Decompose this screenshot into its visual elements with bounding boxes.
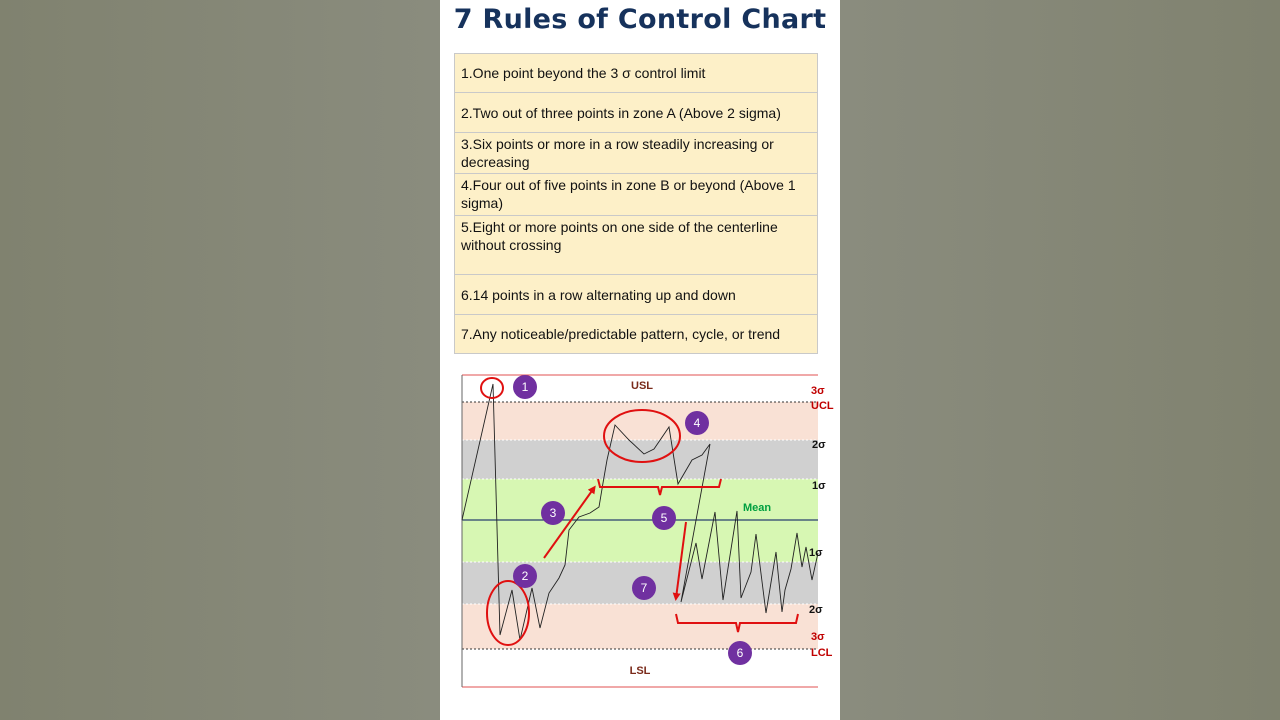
mean-label: Mean — [743, 502, 772, 514]
marker-5 — [652, 506, 676, 530]
zone-b-upper — [462, 440, 818, 479]
rules-table — [454, 53, 818, 354]
upper-1sigma-label: 1σ — [812, 480, 826, 492]
background-left — [0, 0, 440, 720]
lower-1sigma-label: 1σ — [809, 547, 823, 559]
ucl-sigma-label: 3σ — [811, 385, 825, 397]
rule-text: 5.Eight or more points on one side of the centerline without crossing — [461, 219, 778, 253]
rule-text: 3.Six points or more in a row steadily increasing or decreasing — [461, 136, 774, 170]
rule-text: 1.One point beyond the 3 σ control limit — [461, 65, 706, 81]
marker-label: 4 — [693, 416, 701, 430]
rule-row — [454, 54, 818, 93]
rule-row — [454, 275, 818, 315]
lsl-label: LSL — [629, 665, 651, 677]
marker-3 — [541, 501, 565, 525]
rule-row — [454, 133, 818, 174]
marker-7 — [632, 576, 656, 600]
marker-2 — [513, 564, 537, 588]
marker-label: 5 — [660, 511, 668, 525]
rule-text: 6.14 points in a row alternating up and down — [461, 286, 736, 303]
marker-4 — [685, 411, 709, 435]
control-chart-diagram — [440, 360, 840, 700]
ucl-label: UCL — [811, 400, 834, 412]
marker-label: 7 — [640, 581, 648, 595]
rule-text: 4.Four out of five points in zone B or beyond (Above 1 sigma) — [461, 177, 796, 211]
usl-label: USL — [631, 380, 653, 392]
marker-label: 6 — [736, 646, 744, 660]
rule-row — [454, 216, 818, 275]
marker-label: 1 — [521, 380, 529, 394]
content-panel — [440, 0, 840, 720]
zone-c-lower — [462, 520, 818, 562]
rule-row — [454, 93, 818, 133]
lcl-sigma-label: 3σ — [811, 631, 825, 643]
rule-row — [454, 174, 818, 216]
rule-text: 2.Two out of three points in zone A (Above 2 sigma) — [461, 104, 781, 121]
zone-a-upper — [462, 402, 818, 440]
background-right — [840, 0, 1280, 720]
upper-2sigma-label: 2σ — [812, 439, 826, 451]
rule-text: 7.Any noticeable/predictable pattern, cycle, or trend — [461, 326, 781, 342]
lcl-label: LCL — [811, 647, 833, 659]
lower-2sigma-label: 2σ — [809, 604, 823, 616]
rule-row — [454, 315, 818, 354]
marker-6 — [728, 641, 752, 665]
page-title: 7 Rules of Control Chart — [453, 4, 827, 35]
marker-1 — [513, 375, 537, 399]
marker-label: 2 — [521, 569, 529, 583]
marker-label: 3 — [549, 506, 557, 520]
